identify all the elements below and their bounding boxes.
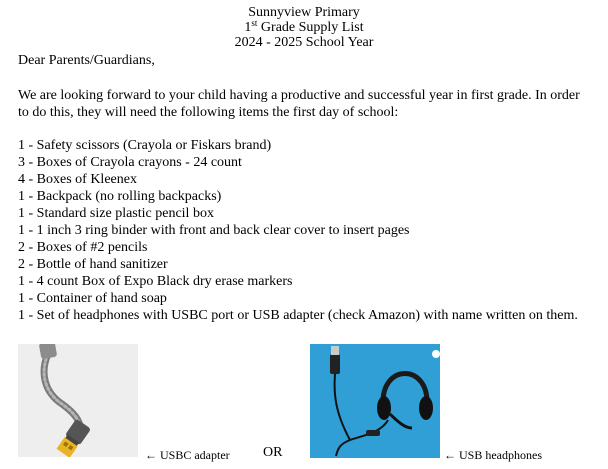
usbc-adapter-icon (18, 344, 138, 457)
supply-item: 4 - Boxes of Kleenex (18, 172, 137, 187)
supply-item: 3 - Boxes of Crayola crayons - 24 count (18, 155, 242, 170)
intro-paragraph: We are looking forward to your child having a productive and successful year in first grade. In order to do this, they will need the following items the first day of school: (18, 88, 580, 120)
or-label: OR (263, 445, 283, 460)
supply-list (18, 137, 588, 323)
supply-item: 1 - Standard size plastic pencil box (18, 206, 214, 221)
school-name: Sunnyview Primary (248, 5, 360, 20)
supply-item: 1 - Backpack (no rolling backpacks) (18, 189, 222, 204)
grade-title (0, 20, 608, 36)
headphones-caption: ← USB headphones (444, 448, 542, 462)
usb-headphones-image (310, 344, 440, 458)
supply-item: 1 - 4 count Box of Expo Black dry erase markers (18, 274, 293, 289)
salutation: Dear Parents/Guardians, (18, 53, 155, 68)
supply-item: 2 - Bottle of hand sanitizer (18, 257, 168, 272)
headphones-icon (310, 344, 440, 458)
grade-suffix: st (251, 18, 258, 28)
supply-item: 1 - 1 inch 3 ring binder with front and back clear cover to insert pages (18, 223, 410, 238)
grade-title-text: Grade Supply List (257, 20, 364, 35)
supply-item: 1 - Set of headphones with USBC port or USB adapter (check Amazon) with name written on them. (18, 308, 578, 323)
usbc-adapter-image (18, 344, 138, 457)
supply-item: 1 - Safety scissors (Crayola or Fiskars brand) (18, 138, 272, 153)
supply-item: 1 - Container of hand soap (18, 291, 167, 306)
grade-number: 1 (244, 20, 252, 35)
supply-item: 2 - Boxes of #2 pencils (18, 240, 148, 255)
usbc-caption: ← USBC adapter (145, 448, 230, 462)
school-year: 2024 - 2025 School Year (234, 35, 374, 50)
